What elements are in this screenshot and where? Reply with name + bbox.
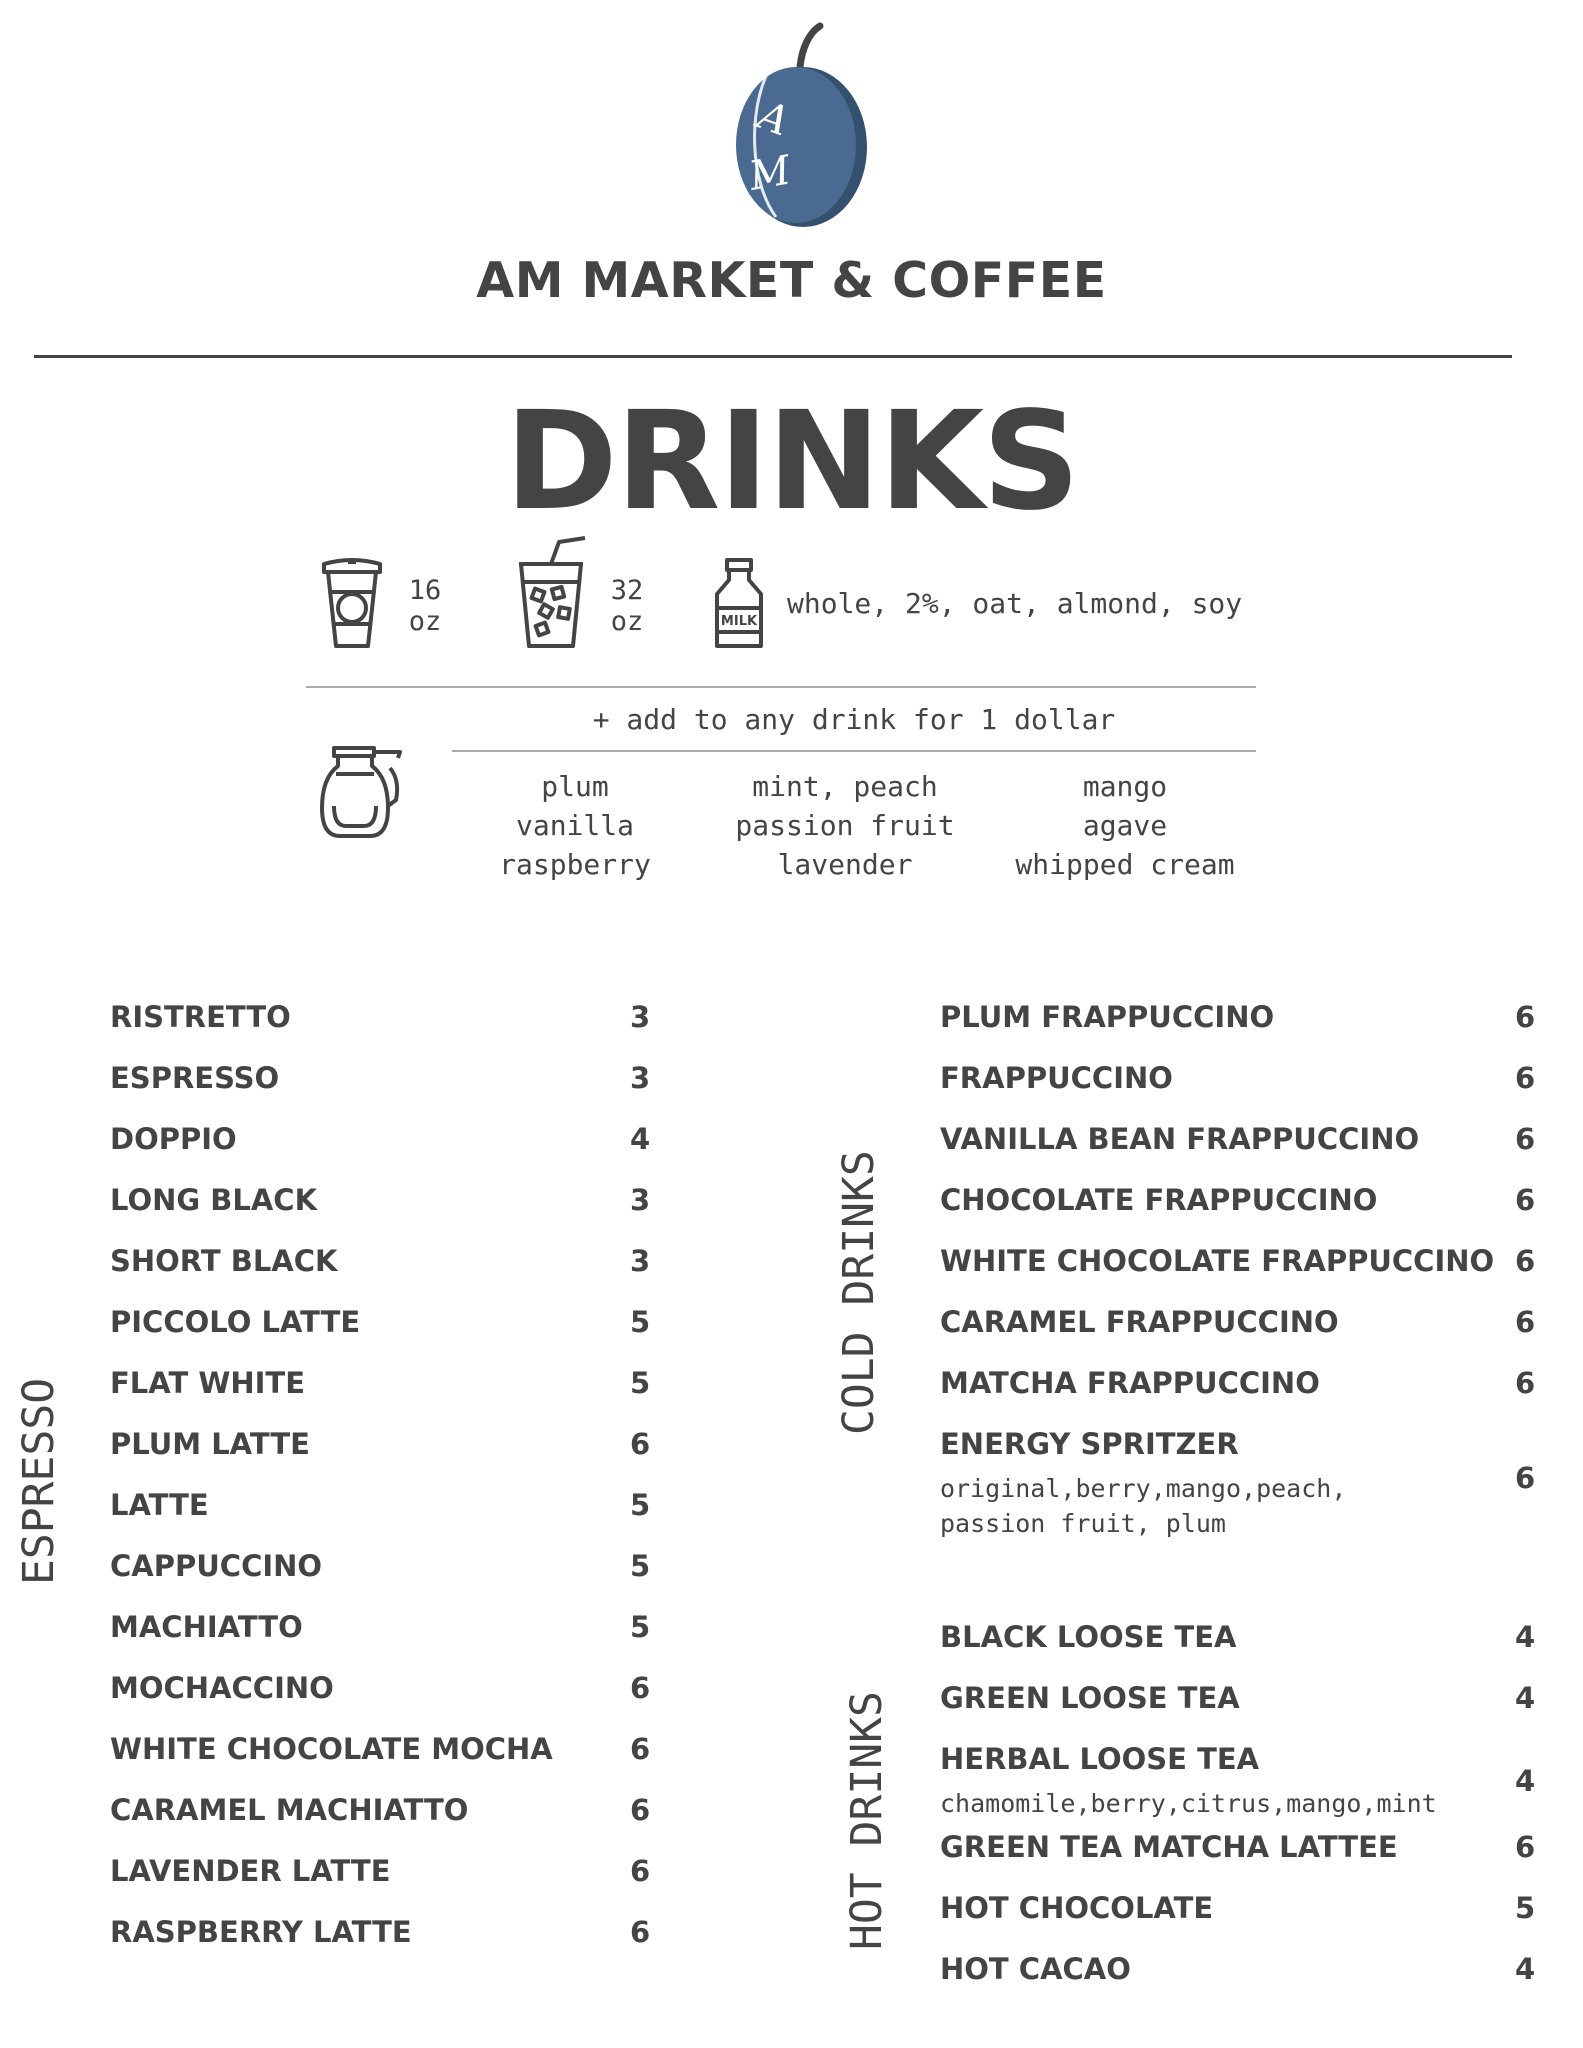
- addon-divider: [452, 750, 1256, 752]
- menu-item-name: LAVENDER LATTE: [110, 1854, 391, 1888]
- menu-item-name: VANILLA BEAN FRAPPUCCINO: [940, 1122, 1420, 1156]
- menu-item-price: 6: [1515, 1830, 1536, 1864]
- menu-item-price: 4: [1515, 1952, 1536, 1986]
- menu-item-name: RASPBERRY LATTE: [110, 1915, 412, 1949]
- menu-item-price: 6: [1515, 1244, 1536, 1278]
- menu-item-name: RISTRETTO: [110, 1000, 291, 1034]
- menu-item-price: 6: [630, 1671, 651, 1705]
- menu-item-name: DOPPIO: [110, 1122, 237, 1156]
- menu-item-price: 6: [630, 1427, 651, 1461]
- menu-item-options: original,berry,mango,peach,: [940, 1474, 1347, 1503]
- menu-item-name: WHITE CHOCOLATE FRAPPUCCINO: [940, 1244, 1495, 1278]
- milk-bottle-icon: [712, 556, 766, 652]
- menu-item-name: CARAMEL MACHIATTO: [110, 1793, 469, 1827]
- menu-item-name: PLUM LATTE: [110, 1427, 310, 1461]
- size-16oz-label: 16 oz: [408, 575, 442, 637]
- menu-item-price: 5: [630, 1610, 651, 1644]
- menu-item-price: 6: [1515, 1366, 1536, 1400]
- page-title: DRINKS: [504, 383, 1079, 541]
- menu-item-price: 6: [1515, 1122, 1536, 1156]
- menu-item-price: 6: [1515, 1061, 1536, 1095]
- menu-item-options: chamomile,berry,citrus,mango,mint: [940, 1789, 1437, 1818]
- menu-item-name: FLAT WHITE: [110, 1366, 305, 1400]
- menu-item-price: 5: [630, 1549, 651, 1583]
- menu-item-name: HOT CACAO: [940, 1952, 1131, 1986]
- menu-item-name: LONG BLACK: [110, 1183, 318, 1217]
- menu-item-name: LATTE: [110, 1488, 209, 1522]
- syrup-dispenser-icon: [318, 744, 404, 840]
- menu-item-price: 3: [630, 1183, 651, 1217]
- menu-item-name: MATCHA FRAPPUCCINO: [940, 1366, 1320, 1400]
- menu-item-price: 6: [1515, 1461, 1536, 1495]
- menu-item-options: passion fruit, plum: [940, 1509, 1226, 1538]
- menu-item-name: CHOCOLATE FRAPPUCCINO: [940, 1183, 1378, 1217]
- menu-item-name: MOCHACCINO: [110, 1671, 334, 1705]
- svg-text:A: A: [752, 92, 795, 146]
- menu-item-name: FRAPPUCCINO: [940, 1061, 1173, 1095]
- menu-item-price: 6: [1515, 1305, 1536, 1339]
- svg-text:MILK: MILK: [720, 614, 758, 629]
- menu-item-price: 3: [630, 1244, 651, 1278]
- menu-item-name: CAPPUCCINO: [110, 1549, 323, 1583]
- menu-item-name: WHITE CHOCOLATE MOCHA: [110, 1732, 553, 1766]
- cold-drinks-section-label: COLD DRINKS: [834, 1150, 884, 1435]
- menu-item-name: HERBAL LOOSE TEA: [940, 1742, 1260, 1776]
- menu-item-name: CARAMEL FRAPPUCCINO: [940, 1305, 1339, 1339]
- menu-item-price: 4: [630, 1122, 651, 1156]
- menu-item-price: 4: [1515, 1681, 1536, 1715]
- addon-column-2: mint, peach passion fruit lavender: [735, 770, 955, 881]
- hot-drinks-menu: [940, 1620, 1535, 2020]
- menu-item-name: BLACK LOOSE TEA: [940, 1620, 1237, 1654]
- menu-item-price: 5: [1515, 1891, 1536, 1925]
- menu-item-name: MACHIATTO: [110, 1610, 303, 1644]
- menu-item-price: 4: [1515, 1764, 1536, 1798]
- options-divider: [306, 686, 1256, 688]
- menu-item-price: 4: [1515, 1620, 1536, 1654]
- header-divider: [34, 355, 1512, 358]
- hot-drinks-section-label: HOT DRINKS: [842, 1691, 892, 1950]
- menu-item-price: 6: [630, 1854, 651, 1888]
- menu-item-name: PICCOLO LATTE: [110, 1305, 361, 1339]
- menu-item-name: GREEN TEA MATCHA LATTEE: [940, 1830, 1398, 1864]
- addon-column-1: plum vanilla raspberry: [499, 770, 651, 881]
- espresso-menu: [110, 1000, 650, 1960]
- hot-cup-icon: [318, 556, 386, 652]
- menu-item-name: GREEN LOOSE TEA: [940, 1681, 1240, 1715]
- menu-item-price: 5: [630, 1366, 651, 1400]
- addon-column-3: mango agave whipped cream: [1015, 770, 1235, 881]
- cold-drinks-menu: [940, 1000, 1535, 1560]
- menu-item-price: 6: [630, 1793, 651, 1827]
- menu-item-name: ENERGY SPRITZER: [940, 1427, 1239, 1461]
- brand-name: AM MARKET & COFFEE: [476, 252, 1107, 309]
- espresso-section-label: ESPRESSO: [14, 1377, 64, 1585]
- menu-item-price: 3: [630, 1061, 651, 1095]
- plum-logo-icon: [728, 12, 868, 227]
- menu-item-name: ESPRESSO: [110, 1061, 280, 1095]
- menu-item-price: 6: [1515, 1183, 1536, 1217]
- addon-headline: + add to any drink for 1 dollar: [592, 703, 1116, 736]
- menu-item-price: 3: [630, 1000, 651, 1034]
- menu-item-name: SHORT BLACK: [110, 1244, 338, 1278]
- menu-item-price: 5: [630, 1488, 651, 1522]
- menu-item-price: 6: [630, 1732, 651, 1766]
- milk-options: whole, 2%, oat, almond, soy: [787, 587, 1243, 620]
- svg-text:M: M: [745, 147, 795, 200]
- iced-cup-icon: [515, 536, 587, 652]
- menu-item-name: PLUM FRAPPUCCINO: [940, 1000, 1275, 1034]
- menu-item-price: 6: [1515, 1000, 1536, 1034]
- menu-item-price: 5: [630, 1305, 651, 1339]
- size-32oz-label: 32 oz: [610, 575, 644, 637]
- menu-item-price: 6: [630, 1915, 651, 1949]
- menu-item-name: HOT CHOCOLATE: [940, 1891, 1214, 1925]
